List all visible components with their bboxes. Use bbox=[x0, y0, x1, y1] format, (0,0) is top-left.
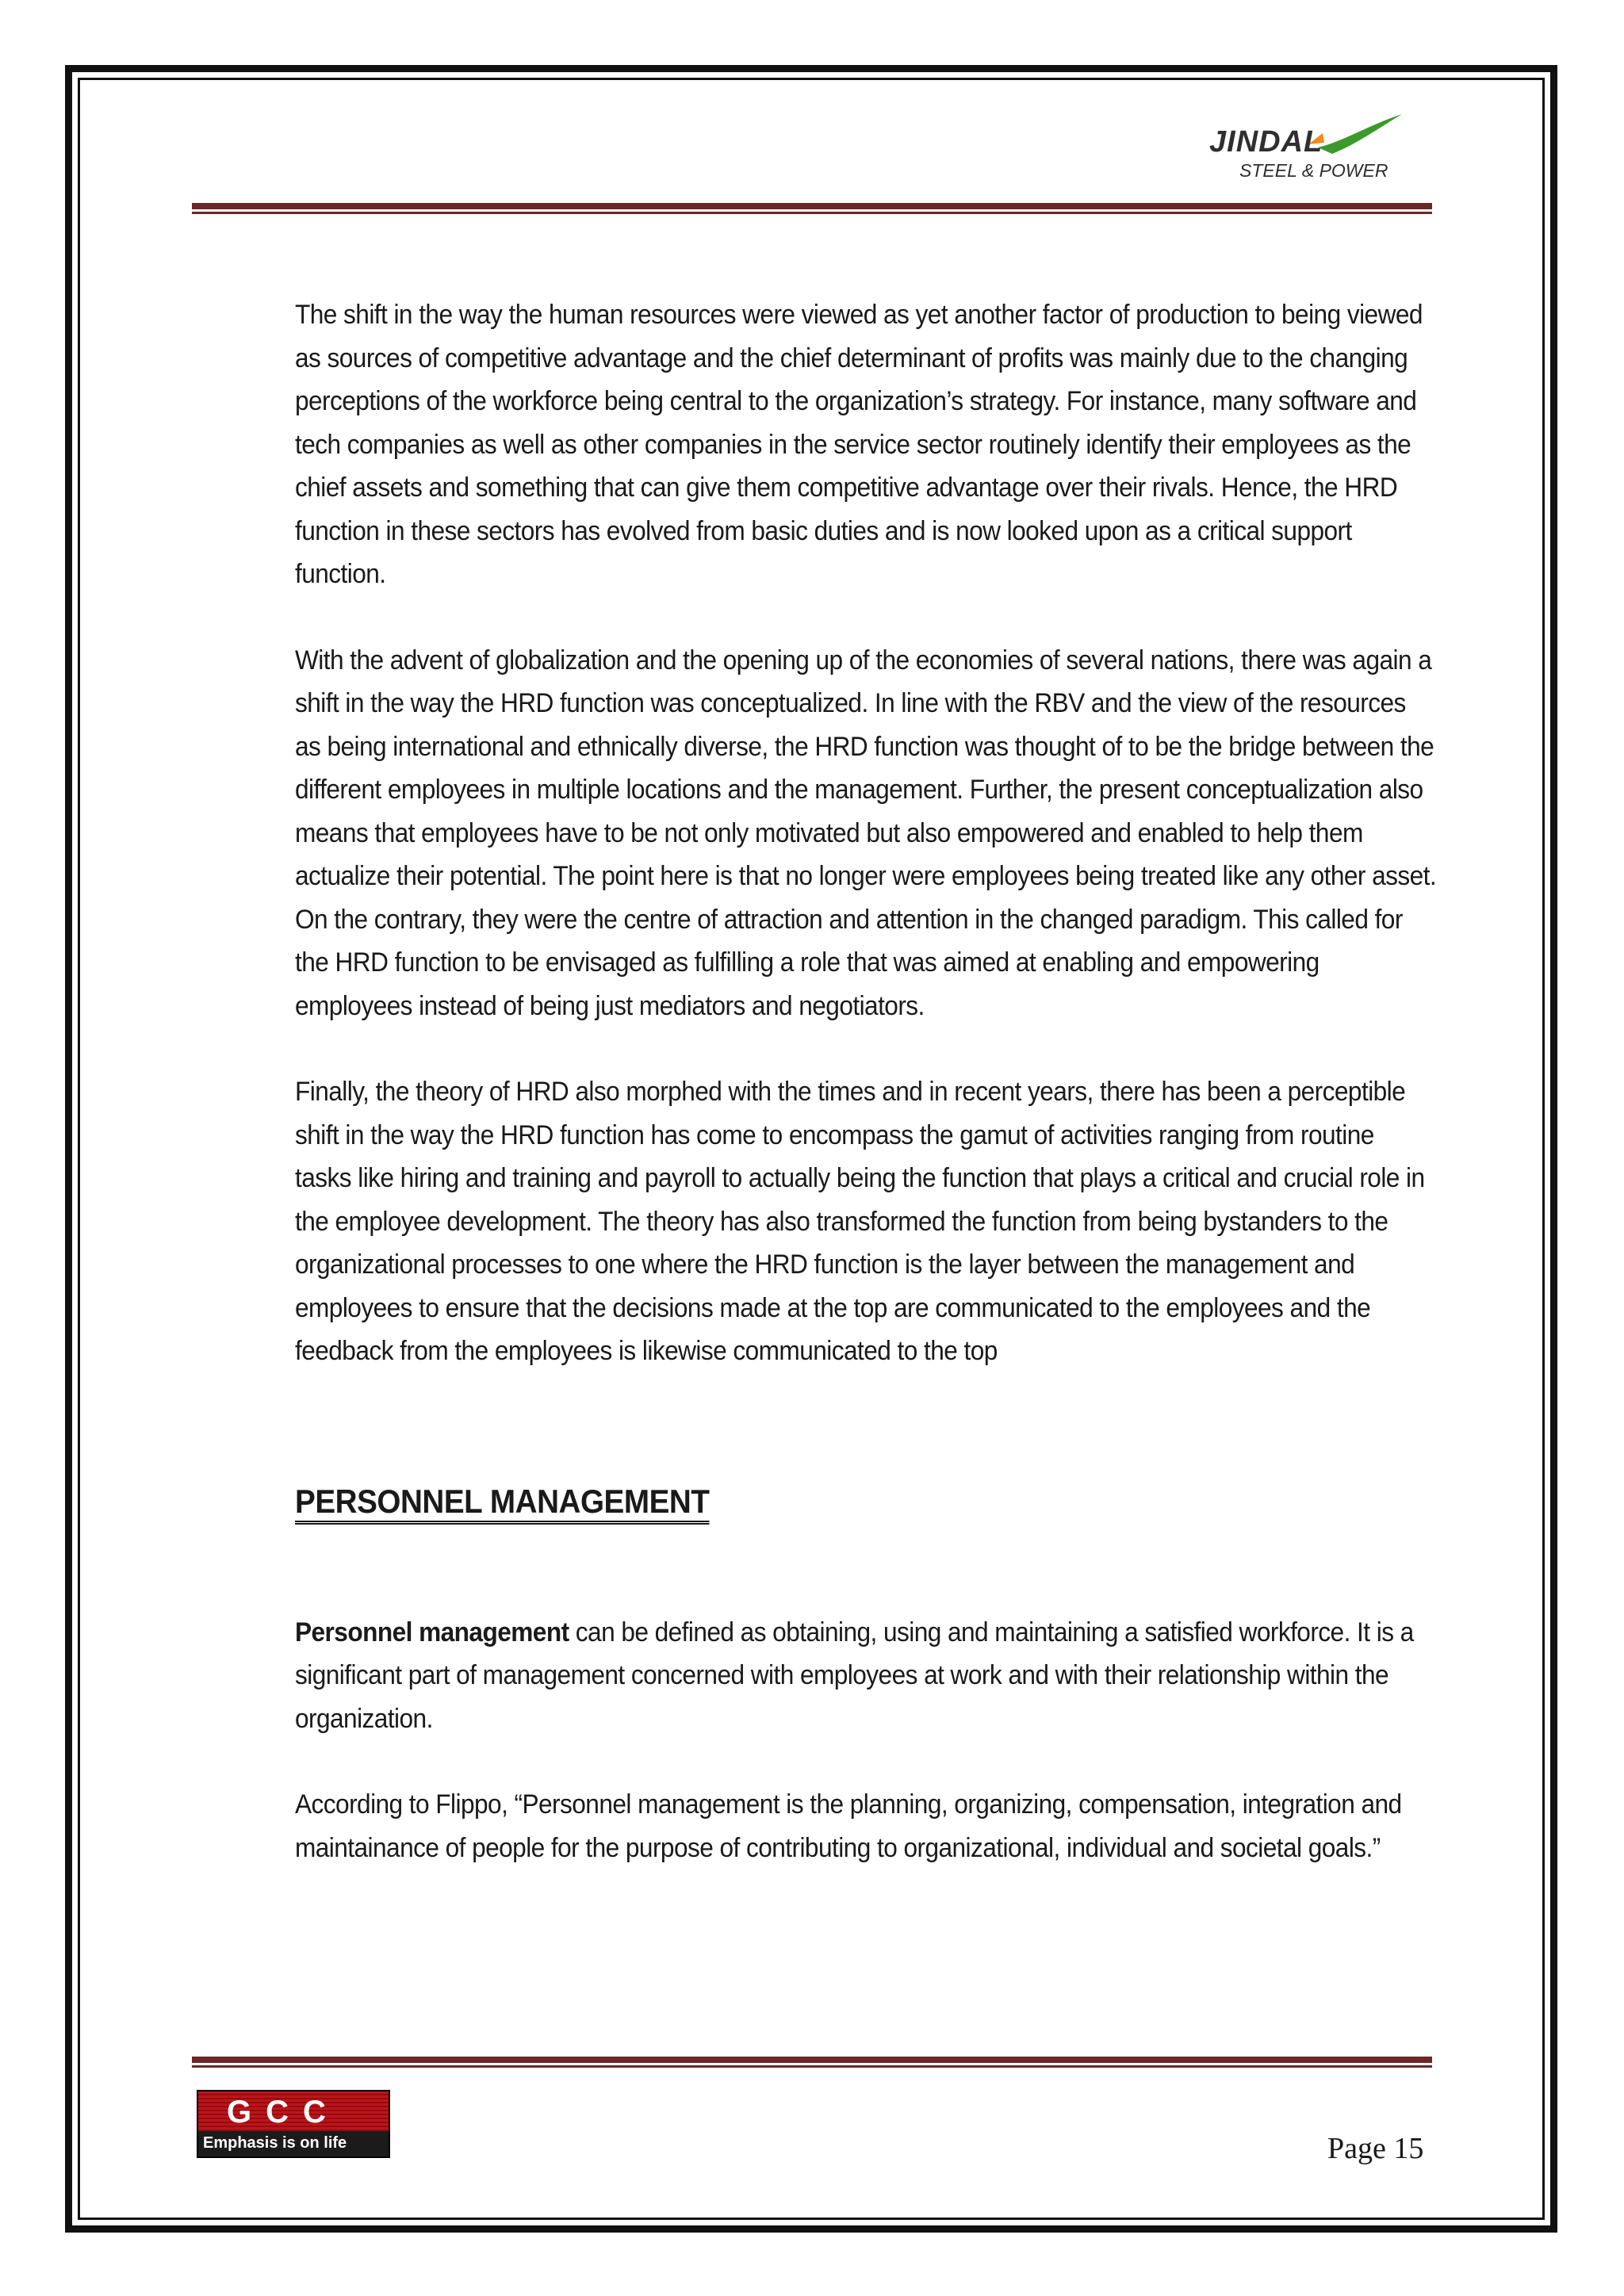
page-number: Page 15 bbox=[1327, 2132, 1424, 2165]
section-heading bbox=[295, 1483, 710, 1521]
body-paragraph-2: With the advent of globalization and the opening up of the economies of several nations, there was again a shift in the way the HRD function was conceptualized. In line with the RBV and the view of the resources as being international and ethnically diverse, the HRD function was thought of to be the bridge between the different employees in multiple locations and the management. Further, the present conceptualization also means that employees have to be not only motivated but also empowered and enabled to help them actualize their potential. The point here is that no longer were employees being treated like any other asset. On the contrary, they were the centre of attraction and attention in the changed paradigm. This called for the HRD function to be envisaged as fulfilling a role that was aimed at enabling and empowering employees instead of being just mediators and negotiators. bbox=[295, 645, 1437, 1021]
gcc-logo bbox=[197, 2090, 390, 2158]
header-rule bbox=[192, 203, 1432, 214]
definition-paragraph bbox=[295, 1611, 1437, 1741]
logo-subtitle: STEEL & POWER bbox=[1239, 160, 1388, 181]
flippo-quote: According to Flippo, “Personnel management is the planning, organizing, compensation, integration and maintainance of people for the purpose of contributing to organizational, individual and societal goals.” bbox=[295, 1789, 1402, 1863]
definition-term: Personnel management bbox=[295, 1617, 569, 1647]
definition-text: can be defined as obtaining, using and maintaining a satisfied workforce. It is a significant part of management concerned with employees at work and with their relationship within the organization. bbox=[295, 1617, 1414, 1734]
body-paragraph-1: The shift in the way the human resources were viewed as yet another factor of production to being viewed as sources of competitive advantage and the chief determinant of profits was mainly due to the changing perceptions of the workforce being central to the organization’s strategy. For instance, many software and tech companies as well as other companies in the service sector routinely identify their employees as the chief assets and something that can give them competitive advantage over their rivals. Hence, the HRD function in these sectors has evolved from basic duties and is now looked upon as a critical support function. bbox=[295, 300, 1423, 589]
section-heading-text: PERSONNEL MANAGEMENT bbox=[295, 1483, 710, 1525]
main-content bbox=[295, 293, 1437, 1912]
gcc-tagline: Emphasis is on life bbox=[203, 2134, 347, 2152]
logo-wordmark: JINDAL bbox=[1209, 125, 1323, 159]
gcc-logo-letters: GCC bbox=[227, 2095, 340, 2130]
footer-rule bbox=[192, 2057, 1432, 2068]
body-paragraph-3: Finally, the theory of HRD also morphed with the times and in recent years, there has been a perceptible shift in the way the HRD function has come to encompass the gamut of activities ranging from routine tasks like hiring and training and payroll to actually being the function that plays a critical and crucial role in the employee development. The theory has also transformed the function from being bystanders to the organizational processes to one where the HRD function is the layer between the management and employees to ensure that the decisions made at the top are communicated to the employees and the feedback from the employees is likewise communicated to the top bbox=[295, 1077, 1425, 1366]
jindal-logo bbox=[1209, 109, 1400, 189]
